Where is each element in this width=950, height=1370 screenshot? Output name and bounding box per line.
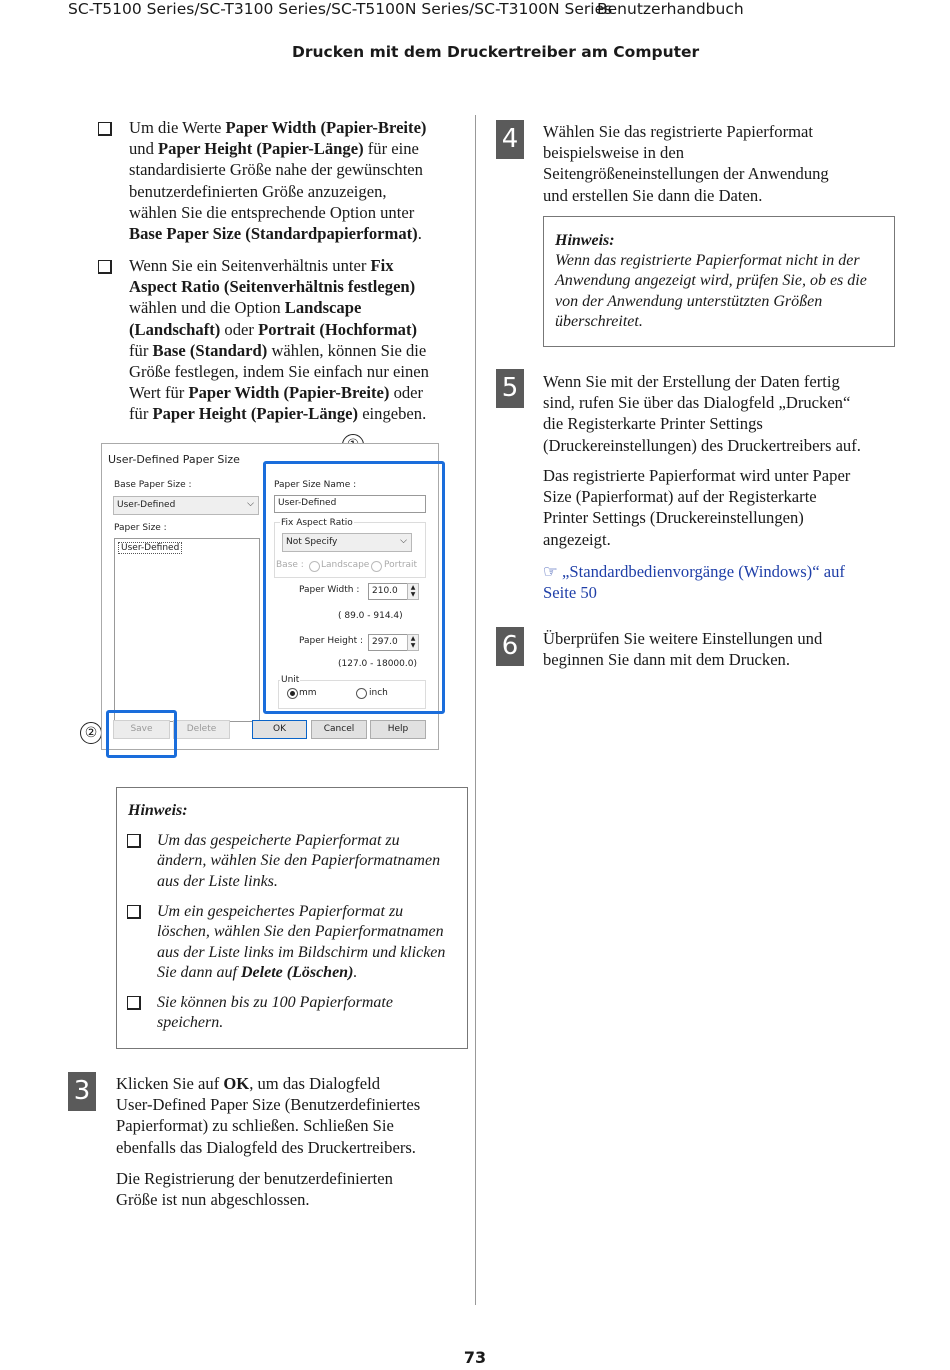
paper-width-label: Paper Width : xyxy=(299,585,360,595)
step-5-text: Wenn Sie mit der Erstellung der Daten fertig sind, rufen Sie über das Dialogfeld „Drucken“ die Registerkarte Printer Settings (Druckereinstellungen) des Druckertreibers auf. xyxy=(543,372,861,455)
paper-width-range: ( 89.0 - 914.4) xyxy=(338,611,403,621)
base-paper-size-dropdown[interactable]: User-Defined ⌵ xyxy=(113,496,259,515)
fix-aspect-ratio-label: Fix Aspect Ratio xyxy=(281,518,353,528)
paper-height-input[interactable]: 297.0 xyxy=(368,634,409,651)
delete-button[interactable]: Delete xyxy=(173,720,230,739)
base-label: Base : xyxy=(276,560,304,570)
landscape-label: Landscape xyxy=(321,560,370,570)
dialog-title: User-Defined Paper Size xyxy=(108,453,240,466)
checkbox-bullet-icon xyxy=(98,120,112,141)
section-title: Drucken mit dem Druckertreiber am Computer xyxy=(292,43,700,61)
step-number-6: 6 xyxy=(496,627,524,666)
highlight-box-2 xyxy=(106,710,177,758)
unit-label: Unit xyxy=(281,675,300,685)
checkbox-bullet-icon xyxy=(127,834,141,853)
base-paper-size-label: Base Paper Size : xyxy=(114,480,192,490)
checkbox-bullet-icon xyxy=(98,258,112,279)
step-number-4: 4 xyxy=(496,120,524,159)
unit-mm-label: mm xyxy=(299,688,317,698)
step-3-text: Klicken Sie auf OK, um das Dialogfeld User-Defined Paper Size (Benutzerdefiniertes Papierformat) zu schließen. Schließen Sie ebenfalls das Dialogfeld des Druckertreibers. xyxy=(116,1074,421,1157)
portrait-label: Portrait xyxy=(384,560,418,570)
paper-size-list[interactable] xyxy=(114,538,260,722)
help-button[interactable]: Help xyxy=(370,720,426,739)
page-number: 73 xyxy=(463,1348,487,1367)
unit-inch-label: inch xyxy=(369,688,388,698)
note-title: Hinweis: xyxy=(128,802,188,819)
paper-size-label: Paper Size : xyxy=(114,523,167,533)
save-button[interactable]: Save xyxy=(113,720,170,739)
paper-width-input[interactable]: 210.0 xyxy=(368,583,409,600)
bullet-paragraph-2: Wenn Sie ein Seitenverhältnis unter Fix Aspect Ratio (Seitenverhältnis festlegen) wählen und die Option Landscape (Landschaft) oder Portrait (Hochformat) für Base (Standard) wählen, können Sie die Größe festlegen, indem Sie einfach nur einen Wert für Paper Width (Papier-Breite) oder für Paper Height (Papier-Länge) eingeben. xyxy=(129,256,429,424)
note-item-3: Sie können bis zu 100 Papierformate speichern. xyxy=(157,994,393,1032)
checkbox-bullet-icon xyxy=(127,905,141,924)
chevron-down-icon: ⌵ xyxy=(400,536,407,546)
step-number-3: 3 xyxy=(68,1072,96,1111)
bullet-paragraph-1: Um die Werte Paper Width (Papier-Breite) und Paper Height (Papier-Länge) für eine standardisierte Größe nahe der gewünschten benutzerdefinierten Größe anzuzeigen, wählen Sie die entsprechende Option unter Base Paper Size (Standardpapierformat). xyxy=(129,118,427,244)
note-box xyxy=(116,787,468,1049)
link-page[interactable]: Seite 50 xyxy=(543,583,597,603)
cancel-button[interactable]: Cancel xyxy=(311,720,367,739)
paper-width-spinner[interactable]: ▲ ▼ xyxy=(407,583,419,600)
paper-size-name-label: Paper Size Name : xyxy=(274,480,357,490)
step-number-5: 5 xyxy=(496,369,524,408)
fix-aspect-ratio-dropdown[interactable]: Not Specify ⌵ xyxy=(282,533,412,552)
step-3-result: Die Registrierung der benutzerdefinierten Größe ist nun abgeschlossen. xyxy=(116,1169,393,1210)
paper-size-name-input[interactable]: User-Defined xyxy=(274,495,426,513)
note-box-step-4 xyxy=(543,216,895,347)
highlight-box-1 xyxy=(263,461,445,714)
paper-height-spinner[interactable]: ▲ ▼ xyxy=(407,634,419,651)
cross-reference-link[interactable] xyxy=(543,561,903,603)
note-item-1: Um das gespeicherte Papierformat zu ändern, wählen Sie den Papierformatnamen aus der Liste links. xyxy=(157,832,441,890)
list-item[interactable]: User-Defined xyxy=(118,542,182,554)
paper-height-range: (127.0 - 18000.0) xyxy=(338,659,417,669)
paper-height-label: Paper Height : xyxy=(299,636,363,646)
header-doc-title: Benutzerhandbuch xyxy=(597,0,744,18)
pointing-hand-icon: ☞ xyxy=(543,562,558,581)
column-divider xyxy=(475,115,476,1305)
callout-2: ② xyxy=(80,722,102,744)
note-item-2: Um ein gespeichertes Papierformat zu löschen, wählen Sie den Papierformatnamen aus der Liste links im Bildschirm und klicken Sie dann auf Delete (Löschen). xyxy=(157,903,446,981)
step-4-text: Wählen Sie das registrierte Papierformat beispielsweise in den Seitengrößeneinstellungen der Anwendung und erstellen Sie dann die Daten. xyxy=(543,122,829,205)
chevron-down-icon: ⌵ xyxy=(247,499,254,509)
step-5-paragraph-2: Das registrierte Papierformat wird unter Paper Size (Papierformat) auf der Registerkarte Printer Settings (Druckereinstellungen) angezeigt. xyxy=(543,466,851,549)
header-models: SC-T5100 Series/SC-T3100 Series/SC-T5100N Series/SC-T3100N Series xyxy=(68,0,613,18)
ok-button[interactable]: OK xyxy=(252,720,307,739)
checkbox-bullet-icon xyxy=(127,996,141,1015)
link-text[interactable]: „Standardbedienvorgänge (Windows)“ auf xyxy=(562,562,845,581)
note-title: Hinweis: xyxy=(555,232,615,249)
step-6-text: Überprüfen Sie weitere Einstellungen und beginnen Sie dann mit dem Drucken. xyxy=(543,629,823,670)
note-text: Wenn das registrierte Papierformat nicht in der Anwendung angezeigt wird, prüfen Sie, ob es die von der Anwendung unterstützten Größen überschreitet. xyxy=(555,252,867,330)
